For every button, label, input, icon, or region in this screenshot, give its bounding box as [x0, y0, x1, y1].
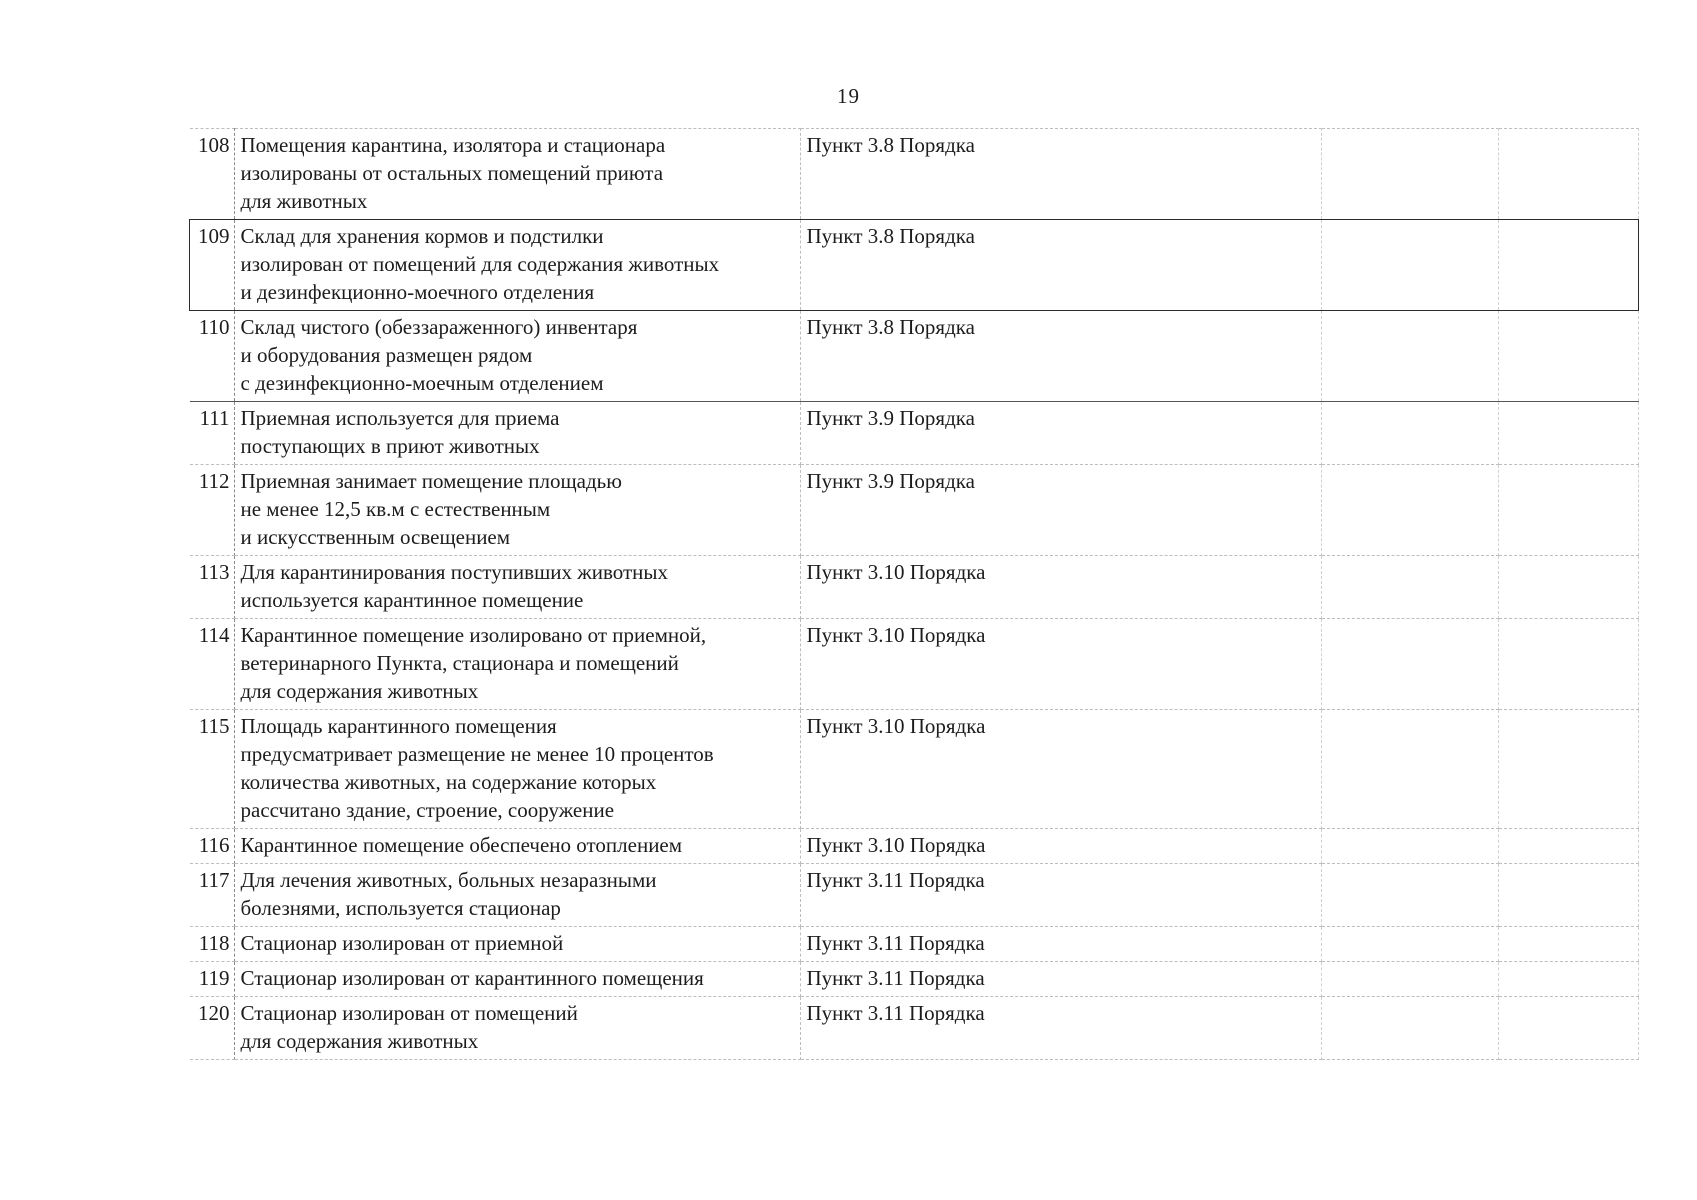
requirement-text: Приемная используется для приема поступающих в приют животных: [240, 406, 560, 458]
empty-cell: [1321, 864, 1498, 927]
row-number: 108: [190, 129, 235, 220]
reference-text: Пункт 3.10 Порядка: [800, 619, 1321, 710]
reference-text: Пункт 3.11 Порядка: [800, 997, 1321, 1060]
requirement-text: Для карантинирования поступивших животных используется карантинное помещение: [240, 560, 669, 612]
empty-cell: [1498, 710, 1639, 829]
table-row: [190, 556, 1639, 619]
empty-cell: [1498, 619, 1639, 710]
page-number: 19: [837, 84, 860, 108]
requirement-text: Стационар изолирован от приемной: [240, 931, 564, 955]
empty-cell: [1321, 129, 1498, 220]
empty-cell: [1321, 311, 1498, 402]
empty-cell: [1498, 556, 1639, 619]
empty-cell: [1321, 556, 1498, 619]
table-row: [190, 465, 1639, 556]
row-number: 115: [190, 710, 235, 829]
reference-text: Пункт 3.11 Порядка: [800, 962, 1321, 997]
table-row: [190, 829, 1639, 864]
row-number: 120: [190, 997, 235, 1060]
empty-cell: [1498, 962, 1639, 997]
table-row: [190, 962, 1639, 997]
reference-text: Пункт 3.9 Порядка: [800, 402, 1321, 465]
table-row: [190, 927, 1639, 962]
table-row: [190, 220, 1639, 311]
reference-text: Пункт 3.10 Порядка: [800, 710, 1321, 829]
requirement-text: Стационар изолирован от помещений для содержания животных: [240, 1001, 578, 1053]
empty-cell: [1321, 997, 1498, 1060]
empty-cell: [1498, 311, 1639, 402]
reference-text: Пункт 3.8 Порядка: [800, 311, 1321, 402]
reference-text: Пункт 3.11 Порядка: [800, 864, 1321, 927]
empty-cell: [1321, 619, 1498, 710]
row-number: 116: [190, 829, 235, 864]
empty-cell: [1498, 402, 1639, 465]
empty-cell: [1321, 927, 1498, 962]
empty-cell: [1321, 710, 1498, 829]
table-row: [190, 864, 1639, 927]
requirement-text: Помещения карантина, изолятора и стационара изолированы от остальных помещений приюта для животных: [240, 133, 666, 213]
requirement-text: Склад для хранения кормов и подстилки изолирован от помещений для содержания животных и дезинфекционно-моечного отделения: [240, 224, 720, 304]
row-number: 112: [190, 465, 235, 556]
reference-text: Пункт 3.11 Порядка: [800, 927, 1321, 962]
empty-cell: [1321, 465, 1498, 556]
empty-cell: [1498, 927, 1639, 962]
row-number: 111: [190, 402, 235, 465]
row-number: 114: [190, 619, 235, 710]
requirement-text: Карантинное помещение обеспечено отоплением: [240, 833, 683, 857]
reference-text: Пункт 3.8 Порядка: [800, 129, 1321, 220]
row-number: 110: [190, 311, 235, 402]
empty-cell: [1321, 220, 1498, 311]
checklist-table: [189, 128, 1639, 1060]
empty-cell: [1498, 997, 1639, 1060]
table-row: [190, 619, 1639, 710]
table-row: [190, 710, 1639, 829]
empty-cell: [1321, 829, 1498, 864]
reference-text: Пункт 3.10 Порядка: [800, 829, 1321, 864]
requirement-text: Склад чистого (обеззараженного) инвентаря и оборудования размещен рядом с дезинфекционно-моечным отделением: [240, 315, 638, 395]
empty-cell: [1498, 220, 1639, 311]
table-row: [190, 997, 1639, 1060]
empty-cell: [1498, 129, 1639, 220]
table-row: [190, 311, 1639, 402]
row-number: 118: [190, 927, 235, 962]
requirement-text: Для лечения животных, больных незаразными болезнями, используется стационар: [240, 868, 657, 920]
table-row: [190, 402, 1639, 465]
requirement-text: Приемная занимает помещение площадью не менее 12,5 кв.м с естественным и искусственным освещением: [240, 469, 622, 549]
empty-cell: [1498, 829, 1639, 864]
reference-text: Пункт 3.8 Порядка: [800, 220, 1321, 311]
table-row: [190, 129, 1639, 220]
row-number: 109: [190, 220, 235, 311]
reference-text: Пункт 3.9 Порядка: [800, 465, 1321, 556]
requirement-text: Стационар изолирован от карантинного помещения: [240, 966, 704, 990]
requirement-text: Площадь карантинного помещения предусматривает размещение не менее 10 процентов количества животных, на содержание которых рассчитано здание, строение, сооружение: [240, 714, 714, 822]
requirement-text: Карантинное помещение изолировано от приемной, ветеринарного Пункта, стационара и помещений для содержания животных: [240, 623, 707, 703]
row-number: 113: [190, 556, 235, 619]
row-number: 117: [190, 864, 235, 927]
row-number: 119: [190, 962, 235, 997]
reference-text: Пункт 3.10 Порядка: [800, 556, 1321, 619]
empty-cell: [1498, 864, 1639, 927]
empty-cell: [1321, 962, 1498, 997]
empty-cell: [1321, 402, 1498, 465]
empty-cell: [1498, 465, 1639, 556]
